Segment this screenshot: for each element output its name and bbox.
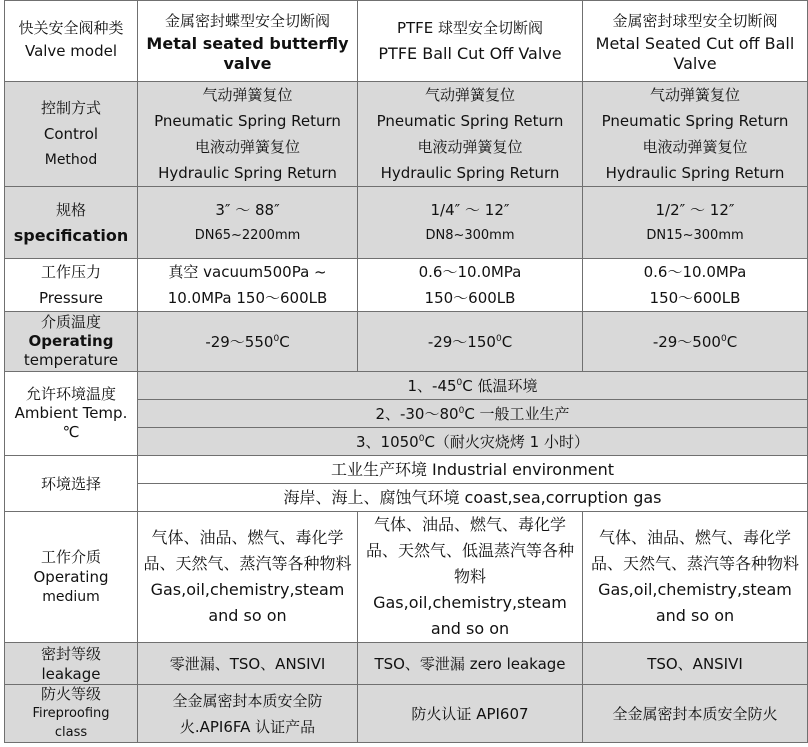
spec-butterfly — [138, 187, 358, 259]
spec-ptfe — [358, 187, 583, 259]
ambient-general — [138, 400, 808, 428]
seal-value: 零泄漏、TSO、ANSIVI — [169, 654, 326, 673]
pressure-label-en: Pressure — [38, 289, 104, 307]
control-value-cn1: 气动弹簧复位 — [202, 86, 293, 104]
fire-value: 防火认证 API607 — [411, 704, 529, 723]
header-ptfe — [358, 1, 583, 82]
pressure-label — [5, 259, 138, 312]
medium-en: Gas,oil,chemistry,steam and so on — [598, 580, 792, 625]
spec-dn: DN65~2200mm — [194, 227, 301, 243]
spec-size: 3″ ～ 88″ — [215, 200, 280, 219]
fire-ptfe — [358, 685, 583, 743]
control-value-cn2: 电液动弹簧复位 — [642, 138, 748, 156]
spec-label — [5, 187, 138, 259]
degree-mark: 0 — [418, 433, 425, 444]
header-metal-ball-cn: 金属密封球型安全切断阀 — [612, 12, 778, 30]
spec-size: 1/2″ ～ 12″ — [655, 200, 735, 219]
fire-row — [5, 685, 808, 743]
temp-value: -29～550 — [205, 332, 274, 351]
environment-label — [5, 456, 138, 512]
seal-value: TSO、ANSIVI — [647, 654, 743, 673]
seal-row — [5, 643, 808, 685]
medium-temp-label-en2: temperature — [23, 351, 119, 369]
pressure-label-cn: 工作压力 — [40, 263, 101, 281]
ambient-label-unit: ℃ — [62, 423, 80, 441]
control-butterfly — [138, 82, 358, 187]
medium-temp-label-en1: Operating — [28, 332, 114, 350]
temp-unit: C — [501, 332, 513, 351]
header-butterfly-en: Metal seated butterfly valve — [146, 34, 349, 73]
environment-value: 工业生产环境 Industrial environment — [330, 459, 615, 479]
header-metal-ball — [583, 1, 808, 82]
medium-temp-ptfe — [358, 312, 583, 372]
seal-value: TSO、零泄漏 zero leakage — [374, 654, 566, 673]
seal-label — [5, 643, 138, 685]
control-value-en2: Hydraulic Spring Return — [158, 164, 337, 182]
control-label-cn: 控制方式 — [40, 99, 101, 117]
ambient-value: 2、-30～80 — [375, 404, 459, 423]
pressure-range: 0.6～10.0MPa — [643, 263, 747, 281]
medium-row — [5, 512, 808, 643]
header-butterfly — [138, 1, 358, 82]
control-metal-ball — [583, 82, 808, 187]
spec-metal-ball — [583, 187, 808, 259]
header-valve-model-en: Valve model — [24, 41, 118, 60]
header-valve-model-cn: 快关安全阀种类 — [18, 18, 124, 37]
degree-mark: 0 — [720, 333, 727, 344]
environment-industrial — [138, 456, 808, 484]
pressure-row — [5, 259, 808, 312]
fire-value: 全金属密封本质安全防火.API6FA 认证产品 — [172, 691, 323, 736]
control-value-en1: Pneumatic Spring Return — [601, 112, 789, 130]
pressure-class: 150～600LB — [649, 289, 741, 307]
medium-temp-label — [5, 312, 138, 372]
degree-mark: 0 — [495, 333, 502, 344]
medium-ptfe — [358, 512, 583, 643]
medium-en: Gas,oil,chemistry,steam and so on — [150, 580, 345, 625]
header-ptfe-cn: PTFE 球型安全切断阀 — [396, 19, 544, 37]
pressure-range: 0.6～10.0MPa — [418, 263, 522, 281]
ambient-desc: C 一般工业生产 — [464, 404, 570, 423]
environment-coastal — [138, 484, 808, 512]
medium-cn: 气体、油品、燃气、毒化学品、天然气、蒸汽等各种物料 — [590, 528, 799, 573]
fire-value: 全金属密封本质安全防火 — [612, 704, 778, 723]
seal-metal-ball — [583, 643, 808, 685]
header-row — [5, 1, 808, 82]
seal-butterfly — [138, 643, 358, 685]
medium-en: Gas,oil,chemistry,steam and so on — [373, 593, 567, 638]
medium-temp-label-cn: 介质温度 — [40, 313, 101, 331]
header-metal-ball-en: Metal Seated Cut off Ball Valve — [595, 34, 795, 73]
pressure-ptfe — [358, 259, 583, 312]
spec-label-en: specification — [13, 225, 129, 245]
seal-ptfe — [358, 643, 583, 685]
pressure-range: 真空 vacuum500Pa ~ — [168, 263, 327, 281]
control-value-en2: Hydraulic Spring Return — [605, 164, 785, 182]
pressure-class: 150～600LB — [424, 289, 516, 307]
spec-row — [5, 187, 808, 259]
pressure-metal-ball — [583, 259, 808, 312]
fire-label-en2: class — [54, 725, 88, 740]
medium-label-cn: 工作介质 — [40, 548, 101, 566]
temp-value: -29～150 — [427, 332, 496, 351]
seal-label-en: leakage — [41, 664, 101, 683]
spec-size: 1/4″ ～ 12″ — [430, 200, 510, 219]
ambient-value: 1、-45 — [407, 376, 457, 395]
degree-mark: 0 — [273, 333, 280, 344]
temp-unit: C — [726, 332, 738, 351]
header-valve-model — [5, 1, 138, 82]
ambient-value: 3、1050 — [355, 432, 419, 451]
control-value-en1: Pneumatic Spring Return — [154, 112, 341, 130]
control-value-en1: Pneumatic Spring Return — [376, 112, 564, 130]
fire-butterfly — [138, 685, 358, 743]
medium-temp-metal-ball — [583, 312, 808, 372]
control-value-cn1: 气动弹簧复位 — [424, 86, 515, 104]
ambient-fire — [138, 428, 808, 456]
degree-mark: 0 — [458, 405, 465, 416]
ambient-row-1 — [5, 372, 808, 400]
ambient-desc: C 低温环境 — [462, 376, 538, 395]
fire-metal-ball — [583, 685, 808, 743]
environment-row-1 — [5, 456, 808, 484]
control-label-en2: Method — [44, 152, 98, 168]
medium-butterfly — [138, 512, 358, 643]
ambient-low-temp — [138, 372, 808, 400]
spec-dn: DN15~300mm — [646, 227, 744, 243]
control-value-en2: Hydraulic Spring Return — [380, 164, 560, 182]
ambient-label — [5, 372, 138, 456]
control-label-en1: Control — [43, 125, 99, 143]
valve-spec-table — [4, 0, 808, 743]
medium-label-en2: medium — [42, 589, 100, 605]
medium-cn: 气体、油品、燃气、毒化学品、天然气、低温蒸汽等各种物料 — [365, 515, 574, 586]
medium-metal-ball — [583, 512, 808, 643]
degree-mark: 0 — [456, 377, 463, 388]
temp-value: -29～500 — [652, 332, 721, 351]
spec-dn: DN8~300mm — [425, 227, 515, 243]
fire-label-en1: Fireproofing — [32, 706, 110, 721]
header-ptfe-en: PTFE Ball Cut Off Valve — [378, 44, 562, 63]
header-butterfly-cn: 金属密封蝶型安全切断阀 — [164, 12, 330, 30]
control-value-cn2: 电液动弹簧复位 — [417, 138, 523, 156]
fire-label — [5, 685, 138, 743]
medium-temp-butterfly — [138, 312, 358, 372]
spec-label-cn: 规格 — [55, 200, 86, 219]
medium-label — [5, 512, 138, 643]
control-label — [5, 82, 138, 187]
seal-label-cn: 密封等级 — [40, 644, 101, 663]
control-value-cn1: 气动弹簧复位 — [649, 86, 740, 104]
ambient-label-cn: 允许环境温度 — [25, 385, 116, 403]
fire-label-cn: 防火等级 — [40, 685, 101, 703]
medium-temp-row — [5, 312, 808, 372]
ambient-label-en: Ambient Temp. — [14, 404, 128, 422]
temp-unit: C — [279, 332, 290, 351]
pressure-butterfly — [138, 259, 358, 312]
medium-cn: 气体、油品、燃气、毒化学品、天然气、蒸汽等各种物料 — [143, 528, 352, 573]
environment-label-cn: 环境选择 — [40, 474, 101, 493]
control-row — [5, 82, 808, 187]
medium-label-en1: Operating — [33, 568, 109, 586]
ambient-desc: C（耐火灾烧烤 1 小时） — [424, 432, 589, 451]
control-value-cn2: 电液动弹簧复位 — [194, 138, 300, 156]
pressure-class: 10.0MPa 150～600LB — [167, 289, 328, 307]
control-ptfe — [358, 82, 583, 187]
environment-value: 海岸、海上、腐蚀气环境 coast,sea,corruption gas — [283, 487, 662, 507]
